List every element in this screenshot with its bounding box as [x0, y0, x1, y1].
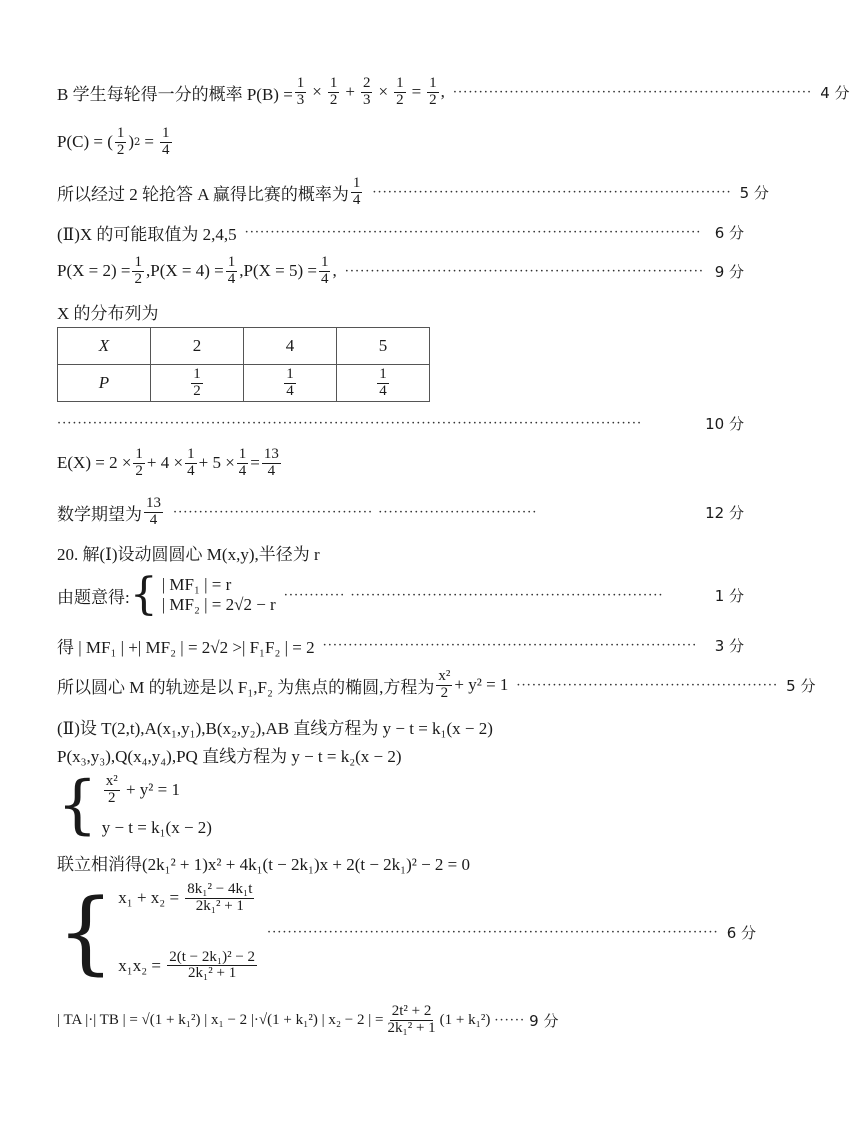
fraction: $\frac{1}{4}$ [227, 253, 236, 287]
leader-dots: ········································································· [322, 637, 698, 653]
fraction: $\frac{1}{4}$ [320, 253, 329, 287]
values-line [57, 212, 744, 252]
equation: | MF₂ | = 2√2 − r [161, 595, 276, 614]
score-label: 6 分 [714, 223, 744, 242]
part2-text: (Ⅱ)设 T(2,t),A(x₁,y₁),B(x₂,y₂),AB 直线方程为 y − t = k₁(x − 2) [57, 718, 493, 738]
sum-line [57, 625, 744, 665]
px-line: P(X = 2) = $\frac{1}{2}$ ,P(X = 4) = $\frac{1}{4}$ ,P(X = 5) = $\frac{1}{4}$ , ······································································ 9 分 [57, 253, 744, 287]
fraction: $\frac{2}{3}$ [362, 74, 371, 108]
brace: { [57, 768, 98, 843]
fraction: $\frac{13}{4}$ [263, 445, 279, 479]
ta-tb-line [57, 998, 744, 1042]
leader-dots: ······································································ [344, 263, 704, 279]
leader-dots: ······································································ [452, 84, 813, 100]
ellipse-line [57, 665, 816, 705]
fraction: $\frac{1}{4}$ [162, 124, 170, 158]
prob-b-text: B 学生每轮得一分的概率 P(B) = [57, 84, 293, 104]
prob-b-line: B 学生每轮得一分的概率 P(B) = $\frac{1}{3}$ × $\frac{1}{2}$ + $\frac{2}{3}$ × $\frac{1}{2}$ = $\frac{1}{2}$ , ······································································ 4 分 [57, 74, 850, 108]
condition-text: 由题意得: [57, 587, 130, 607]
fraction: $\frac{\text{8k₁² − 4k₁t}}{\text{2k₁² + 1}}$ [187, 881, 253, 914]
fraction: $\frac{1}{2}$ [135, 445, 143, 479]
table-cell: $\frac{1}{4}$ [244, 365, 337, 402]
dist-heading-line [57, 291, 744, 331]
expectation-line [57, 443, 744, 483]
fraction: $\frac{1}{2}$ [329, 74, 338, 108]
prob-c-line: P(C) = ( $\frac{1}{2}$ ) 2 = $\frac{1}{4}$ [57, 124, 170, 158]
expectation-text: E(X) = 2 × [57, 453, 132, 472]
table-cell: P [58, 365, 151, 402]
q20-text: 20. 解(Ⅰ)设动圆圆心 M(x,y),半径为 r [57, 544, 320, 564]
equation-system [118, 882, 259, 982]
table-row [58, 365, 430, 402]
expectation-text: + 4 × [146, 453, 184, 472]
values-text: (Ⅱ)X 的可能取值为 2,4,5 [57, 224, 237, 244]
pq-line [57, 734, 744, 774]
table-row [58, 328, 430, 365]
sum-roots-label: x₁ + x₂ = [118, 887, 184, 907]
leader-dots: ·················································································································· [57, 415, 643, 431]
equation-system [102, 774, 212, 838]
leader-dots: ······································································ [372, 184, 732, 200]
score-label: 3 分 [714, 636, 744, 655]
brace: { [57, 879, 115, 985]
table-cell: X [58, 328, 151, 365]
fraction: $\frac{1}{2}$ [429, 74, 437, 108]
fraction: $\frac{\text{2(t − 2k₁)² − 2}}{\text{2k₁² + 1}}$ [169, 948, 256, 982]
combine-text: 联立相消得(2k₁² + 1)x² + 4k₁(t − 2k₁)x + 2(t − 2k₁)² − 2 = 0 [57, 854, 471, 874]
leader-dots: ······ [494, 1012, 526, 1028]
score-label: 1 分 [714, 586, 744, 605]
table-cell: $\frac{1}{4}$ [337, 365, 430, 402]
score-label: 10 分 [705, 414, 744, 433]
fraction: $\frac{1}{4}$ [238, 445, 247, 479]
sum-text: 得 | MF₁ | +| MF₂ | = 2√2 >| F₁F₂ | = 2 [57, 637, 315, 657]
fraction: $\frac{\text{x²}}{2}$ [105, 773, 118, 806]
fraction: $\frac{1}{3}$ [296, 74, 305, 108]
px5-text: ,P(X = 5) = [239, 261, 317, 280]
vieta-line [57, 878, 756, 986]
score-label: 4 分 [820, 83, 850, 102]
score-label: 5 分 [739, 183, 769, 202]
fraction: $\frac{1}{4}$ [187, 445, 195, 479]
table-cell: 2 [151, 328, 244, 365]
ellipse-rest: + y² = 1 [454, 675, 509, 694]
ta-tb-rest: (1 + k₁²) [439, 1011, 491, 1028]
px2-text: P(X = 2) = [57, 261, 131, 280]
leader-dots: ············ ····························································· [283, 587, 664, 603]
leader-dots: ························································································ [267, 924, 719, 940]
product-roots-label: x₁x₂ = [118, 955, 166, 975]
prob-c-text: P(C) = ( [57, 132, 113, 151]
exponent: 2 [134, 136, 141, 148]
leader-dots: ························································································· [244, 224, 702, 240]
fraction: $\frac{\text{2t² + 2}}{\text{2k₁² + 1}}$ [387, 1002, 436, 1036]
equation-system [162, 575, 276, 615]
expectation-text: + 5 × [198, 453, 235, 472]
fraction: $\frac{1}{4}$ [352, 174, 361, 208]
dist-heading: X 的分布列为 [57, 303, 159, 323]
score-label: 6 分 [726, 923, 756, 942]
equation: + y² = 1 [121, 779, 180, 799]
equation: y − t = k₁(x − 2) [101, 818, 212, 837]
condition-line [57, 569, 744, 621]
combine-line [57, 842, 744, 882]
score-label: 12 分 [705, 503, 744, 522]
score-label: 5 分 [786, 676, 816, 695]
fraction: $\frac{1}{2}$ [116, 124, 125, 158]
table-cell: $\frac{1}{2}$ [151, 365, 244, 402]
brace: { [129, 569, 158, 621]
win-prob-line [57, 172, 769, 212]
fraction: $\frac{\text{x²}}{2}$ [438, 667, 451, 701]
ellipse-text: 所以圆心 M 的轨迹是以 F₁,F₂ 为焦点的椭圆,方程为 [57, 677, 435, 697]
expect-summary-text: 数学期望为 [57, 504, 142, 524]
score-label: 9 分 [714, 262, 744, 281]
distribution-table [57, 327, 430, 402]
equation: | MF₁ | = r [161, 575, 232, 594]
q20-line [57, 532, 744, 572]
system-line [57, 770, 744, 842]
fraction: $\frac{1}{2}$ [134, 253, 142, 287]
fraction: $\frac{13}{4}$ [146, 494, 161, 528]
score-label: 9 分 [529, 1011, 559, 1030]
px4-text: ,P(X = 4) = [145, 261, 224, 280]
table-cell: 5 [337, 328, 430, 365]
expectation-text: = [250, 453, 260, 472]
fraction: $\frac{1}{2}$ [396, 74, 404, 108]
expect-summary-line [57, 492, 744, 532]
pq-text: P(x₃,y₃),Q(x₄,y₄),PQ 直线方程为 y − t = k₂(x − 2) [57, 746, 402, 766]
leader-dots: ······································· ······························· [173, 504, 538, 520]
table-cell: 4 [244, 328, 337, 365]
ta-tb-text: | TA |·| TB | = √(1 + k₁²) | x₁ − 2 |·√(1 + k₁²) | x₂ − 2 | = [57, 1011, 384, 1028]
table-score-line [57, 403, 744, 443]
win-prob-text: 所以经过 2 轮抢答 A 赢得比赛的概率为 [57, 184, 349, 204]
leader-dots: ··················································· [516, 677, 779, 693]
